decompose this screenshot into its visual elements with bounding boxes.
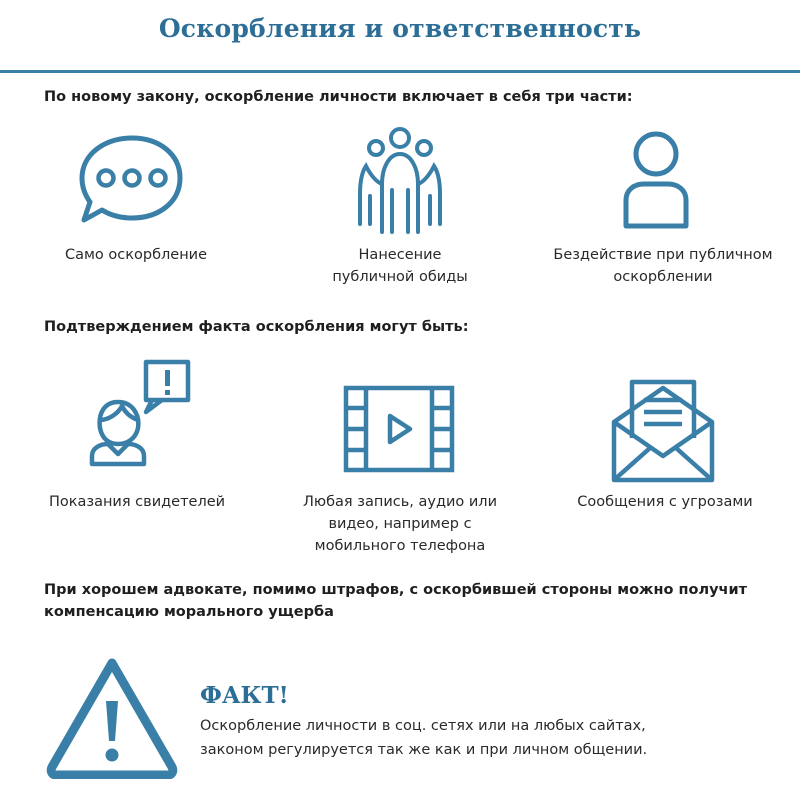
- person-icon: [620, 128, 692, 232]
- fact-text-line1: Оскорбление личности в соц. сетях или на любых сайтах,: [200, 718, 646, 734]
- section1-heading: По новому закону, оскорбление личности включает в себя три части:: [44, 89, 633, 105]
- compensation-line2: компенсацию морального ущерба: [44, 604, 334, 620]
- caption-threats: Сообщения с угрозами: [577, 494, 753, 510]
- fact-title: ФАКТ!: [200, 682, 289, 709]
- section2-heading: Подтверждением факта оскорбления могут быть:: [44, 319, 469, 335]
- caption-self-insult: Само оскорбление: [64, 247, 208, 263]
- caption-recording: [280, 491, 520, 557]
- caption-public-offense: [300, 244, 500, 288]
- caption-witnesses: Показания свидетелей: [48, 494, 226, 510]
- caption-inaction-line2: оскорблении: [613, 269, 713, 285]
- caption-public-offense-line2: публичной обиды: [332, 269, 468, 285]
- chat-bubble-icon: [76, 132, 188, 228]
- envelope-icon: [610, 378, 716, 486]
- fact-text: [200, 714, 780, 762]
- video-icon: [342, 384, 456, 474]
- title-divider: [0, 70, 800, 73]
- compensation-line1: При хорошем адвокате, помимо штрафов, с оскорбившей стороны можно получит: [44, 582, 748, 598]
- caption-recording-line2: видео, например с: [328, 516, 472, 532]
- caption-recording-line1: Любая запись, аудио или: [302, 494, 497, 510]
- caption-inaction: [535, 244, 791, 288]
- group-people-icon: [352, 124, 448, 236]
- caption-public-offense-line1: Нанесение: [358, 247, 442, 263]
- fact-text-line2: законом регулируется так же как и при личном общении.: [200, 742, 648, 758]
- caption-inaction-line1: Бездействие при публичном: [553, 247, 773, 263]
- page-title: Оскорбления и ответственность: [158, 14, 642, 43]
- witness-icon: [88, 358, 196, 468]
- warning-triangle-icon: [46, 655, 178, 779]
- compensation-text: [44, 579, 747, 623]
- caption-recording-line3: мобильного телефона: [314, 538, 486, 554]
